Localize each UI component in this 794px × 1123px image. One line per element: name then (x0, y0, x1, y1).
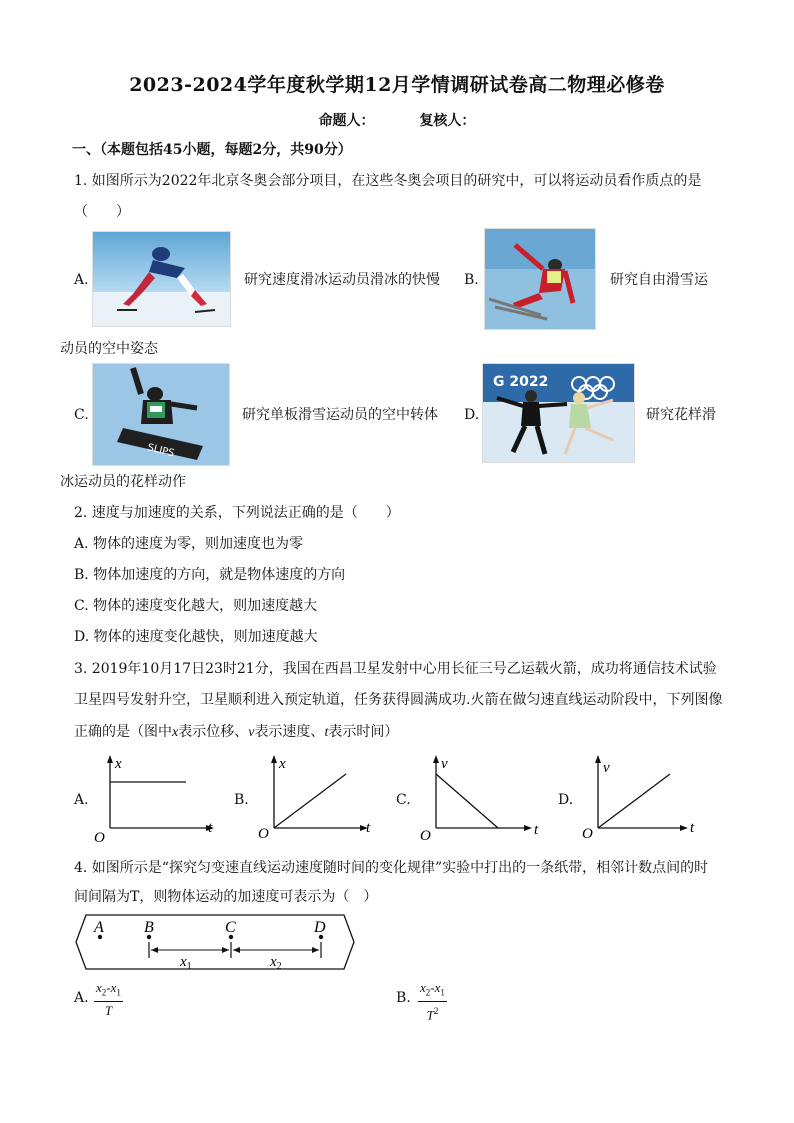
q3-graphC-origin: O (420, 828, 431, 844)
q4-optA-label: A. (74, 990, 89, 1006)
q3-graphD (578, 752, 708, 844)
q3-graphA-origin: O (94, 830, 105, 844)
q4-optA-denominator: T (104, 1002, 113, 1018)
snowboard-photo (92, 363, 230, 466)
q3-graphA-label: A. (74, 792, 89, 808)
q4-optA-fraction (94, 980, 123, 1020)
q3-graphD-yaxis: v (603, 760, 610, 776)
q1-optB-text2: 动员的空中姿态 (60, 341, 158, 357)
q1-optA-label: A. (74, 272, 89, 288)
q3-graphA-xaxis: t (208, 820, 213, 836)
q3-graphA-yaxis: x (115, 756, 122, 772)
q4-line2: 间间隔为T，则物体运动的加速度可表示为（ ） (74, 889, 378, 905)
q2-optD: D. 物体的速度变化越快，则加速度越大 (74, 629, 318, 645)
q2-optB: B. 物体加速度的方向，就是物体速度的方向 (74, 567, 346, 583)
tape-point-a: A (94, 919, 104, 936)
q3-var-v: v (248, 725, 255, 740)
q2-stem: 2. 速度与加速度的关系，下列说法正确的是（ ） (74, 505, 400, 521)
q3-var-x: x (172, 725, 179, 740)
exam-title: 2023-2024学年度秋学期12月学情调研试卷高二物理必修卷 (129, 74, 665, 96)
q4-optB-denominator: $T^2$ (426, 1005, 439, 1022)
q3-graphB-label: B. (234, 792, 249, 808)
q3-line3-post: 表示时间） (328, 724, 399, 740)
q3-graphD-origin: O (582, 826, 593, 842)
author-line (0, 110, 794, 130)
q3-graphB-origin: O (258, 826, 269, 842)
tape-point-d: D (314, 919, 326, 936)
q1-optA-text: 研究速度滑冰运动员滑冰的快慢 (244, 272, 440, 288)
q1-optD-text2: 冰运动员的花样动作 (60, 474, 186, 490)
q1-stem-line2: （ ） (74, 204, 130, 220)
q3-graphC-xaxis: t (534, 822, 539, 838)
q3-graphD-xaxis: t (690, 820, 695, 836)
q1-optC-label: C. (74, 407, 89, 423)
q3-graphD-label: D. (558, 792, 574, 808)
q4-optA-numerator: $x_2-x_1$ (94, 980, 123, 1002)
q1-optB-text1: 研究自由滑雪运 (610, 272, 708, 288)
speed-skating-photo (92, 231, 231, 327)
reviewer-label: 复核人： (419, 113, 476, 129)
olympic-banner-text: G 2022 (493, 374, 549, 390)
q3-graphC-label: C. (396, 792, 411, 808)
q3-graphA (90, 752, 220, 844)
q3-graphB-xaxis: t (366, 820, 371, 836)
tape-seg-x1: $x_1$ (180, 954, 192, 972)
paper-tape-diagram (72, 912, 358, 972)
q3-graphC-yaxis: v (441, 756, 448, 772)
tape-point-b: B (144, 919, 154, 936)
q2-optA: A. 物体的速度为零，则加速度也为零 (74, 536, 304, 552)
q1-optD-label: D. (464, 407, 480, 423)
figure-skating-photo (482, 363, 635, 463)
q3-line3-mid2: 表示速度、 (254, 724, 325, 740)
q3-graphB-yaxis: x (279, 756, 286, 772)
q3-line3-pre: 正确的是（图中 (74, 724, 172, 740)
snowboard-text: SLIPS (146, 442, 176, 460)
q4-optB-fraction (418, 980, 447, 1024)
tape-point-c: C (225, 919, 236, 936)
q4-optB-numerator: $x_2-x_1$ (418, 980, 447, 1002)
q1-optB-label: B. (464, 272, 479, 288)
q3-graphC (416, 752, 550, 844)
q3-line3-mid1: 表示位移、 (178, 724, 249, 740)
setter-label: 命题人： (318, 113, 375, 129)
q4-optB-label: B. (396, 990, 411, 1006)
q3-graphB (254, 752, 384, 844)
q4-line1: 4. 如图所示是“探究匀变速直线运动速度随时间的变化规律”实验中打出的一条纸带，相邻计数点间的时 (74, 860, 709, 876)
q3-var-t: t (324, 725, 329, 740)
q1-optD-text1: 研究花样滑 (646, 407, 716, 423)
q3-line3 (74, 722, 398, 743)
tape-seg-x2: $x_2$ (270, 954, 282, 972)
q2-optC: C. 物体的速度变化越大，则加速度越大 (74, 598, 318, 614)
aerial-skiing-photo (484, 228, 596, 330)
q1-optC-text: 研究单板滑雪运动员的空中转体 (242, 407, 438, 423)
q3-line1: 3. 2019年10月17日23时21分，我国在西昌卫星发射中心用长征三号乙运载火箭，成功将通信技术试验 (74, 661, 717, 677)
q1-stem-line1: 1. 如图所示为2022年北京冬奥会部分项目，在这些冬奥会项目的研究中，可以将运动员看作质点的是 (74, 173, 702, 189)
q3-line2: 卫星四号发射升空，卫星顺利进入预定轨道，任务获得圆满成功.火箭在做匀速直线运动阶段中，下列图像 (74, 692, 723, 708)
section-heading: 一、（本题包括45小题，每题2分，共90分） (72, 142, 352, 158)
